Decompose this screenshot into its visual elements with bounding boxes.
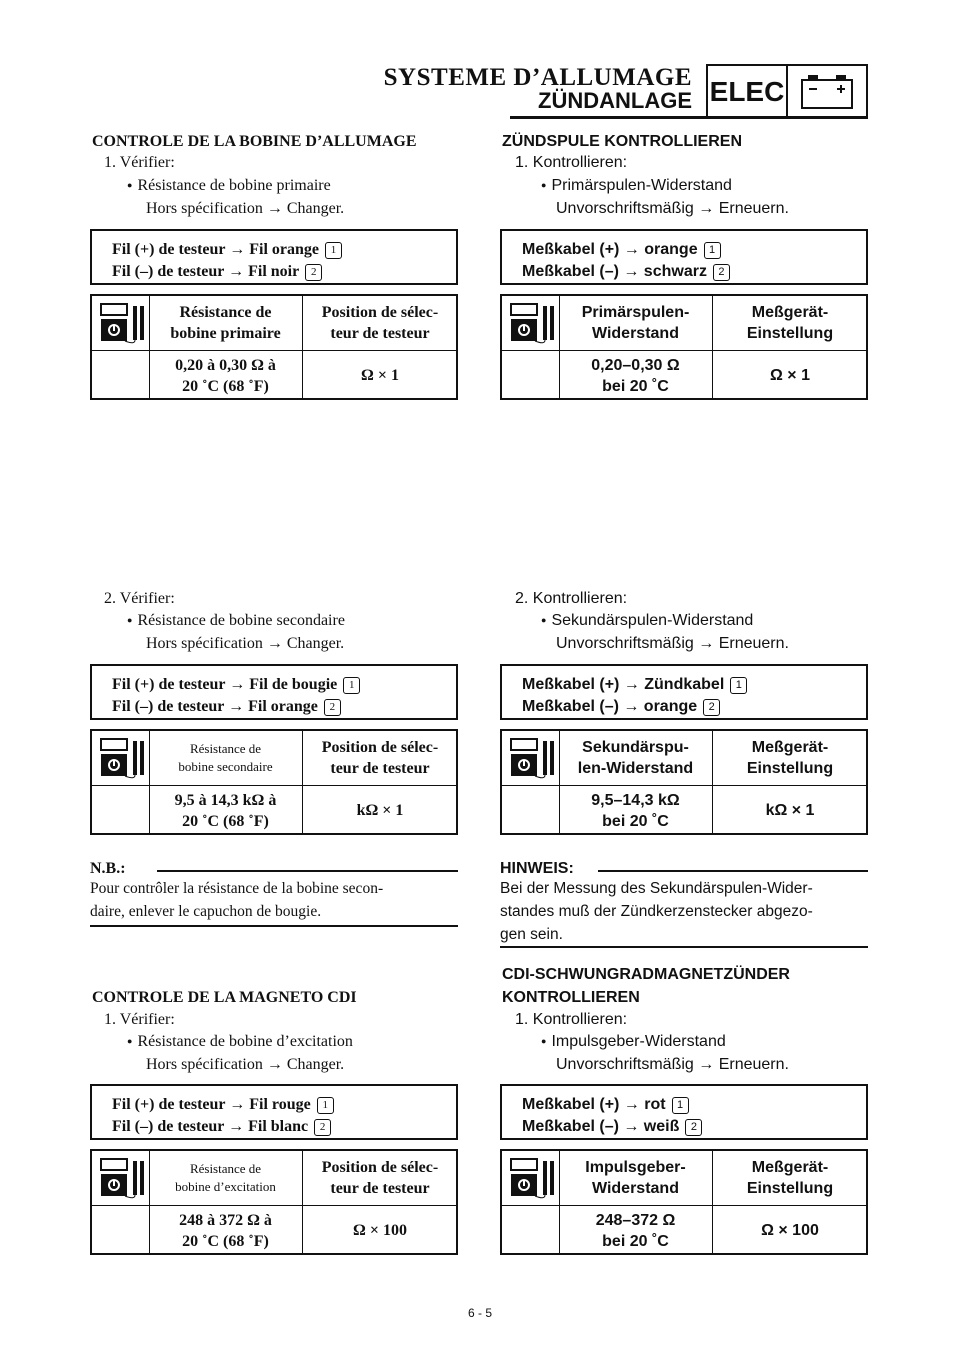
fr-s3-connection-box [90, 1084, 458, 1140]
fr-nb-rule-bottom [90, 925, 458, 927]
fr-nb-line2: daire, enlever le capuchon de bougie. [90, 903, 322, 920]
de-s1-heading: ZÜNDSPULE KONTROLLIEREN [502, 133, 742, 150]
fr-s2-spec-table [90, 729, 458, 835]
de-s3-step: 1. Kontrollieren: [515, 1011, 628, 1028]
fr-s3-val2: Ω × 100 [353, 1222, 407, 1239]
fr-nb-line1: Pour contrôler la résistance de la bobine secon- [90, 880, 384, 897]
fr-s2-connection-box [90, 664, 458, 720]
de-s3-note: Unvorschriftsmäßig → Erneuern. [556, 1056, 789, 1073]
de-s2-spec-table [500, 729, 868, 835]
de-s3-heading-line1: CDI-SCHWUNGRADMAGNETZÜNDER [502, 966, 790, 983]
fr-s2-val2: kΩ × 1 [356, 802, 404, 819]
fr-s1-spec-table [90, 294, 458, 400]
circled-2-icon: 2 [314, 1119, 331, 1136]
fr-s2-col1: Résistance de bobine secondaire [178, 741, 273, 774]
de-s2-step: 2. Kontrollieren: [515, 590, 628, 607]
de-s3-val1: 248–372 Ω bei 20 ˚C [595, 1211, 676, 1250]
fr-s3-bullet: ● Résistance de bobine d’excitation [127, 1031, 353, 1054]
fr-s2-val1: 9,5 à 14,3 kΩ à 20 ˚C (68 ˚F) [174, 791, 277, 830]
de-s2-val2: kΩ × 1 [765, 802, 815, 819]
circled-1-icon: 1 [325, 242, 342, 259]
fr-s1-val2: Ω × 1 [361, 367, 399, 384]
multimeter-icon [502, 296, 559, 350]
de-s3-val2: Ω × 100 [761, 1222, 819, 1239]
de-s1-spec-table [500, 294, 868, 400]
fr-s3-conn2: Fil (–) de testeur → Fil blanc [112, 1118, 309, 1135]
fr-s1-conn2: Fil (–) de testeur → Fil noir [112, 263, 300, 280]
fr-s1-connection-box [90, 229, 458, 285]
de-s1-connection-box [500, 229, 868, 285]
de-s2-col2: Meßgerät- Einstellung [746, 739, 834, 777]
page-number: 6 - 5 [467, 1306, 492, 1320]
elec-badge: ELEC [706, 64, 788, 119]
fr-s1-note: Hors spécification → Changer. [146, 200, 345, 217]
fr-s1-conn1: Fil (+) de testeur → Fil orange [112, 241, 319, 258]
circled-2-icon: 2 [685, 1119, 702, 1136]
de-s3-conn2: Meßkabel (–) → weiß [522, 1118, 680, 1135]
de-nb-label: HINWEIS: [500, 860, 574, 877]
fr-s3-conn1: Fil (+) de testeur → Fil rouge [112, 1096, 311, 1113]
circled-1-icon: 1 [343, 677, 360, 694]
de-nb-line1: Bei der Messung des Sekundärspulen-Wider- [500, 880, 813, 897]
de-s3-spec-table [500, 1149, 868, 1255]
header-title-de: ZÜNDANLAGE [538, 88, 692, 113]
de-s2-bullet: ● Sekundärspulen-Widerstand [541, 610, 753, 633]
fr-s3-col2: Position de sélec- teur de testeur [321, 1159, 439, 1197]
battery-icon [788, 64, 868, 119]
de-s1-val2: Ω × 1 [770, 367, 810, 384]
de-s1-bullet: ● Primärspulen-Widerstand [541, 175, 732, 198]
fr-s2-step: 2. Vérifier: [104, 590, 175, 607]
circled-2-icon: 2 [713, 264, 730, 281]
circled-1-icon: 1 [672, 1097, 689, 1114]
de-s3-heading-line2: KONTROLLIEREN [502, 989, 640, 1006]
de-nb-rule-top [598, 870, 868, 872]
fr-s1-heading: CONTROLE DE LA BOBINE D’ALLUMAGE [92, 133, 417, 150]
fr-s2-col2: Position de sélec- teur de testeur [321, 739, 439, 777]
header-title-fr: SYSTEME D’ALLUMAGE [383, 64, 692, 91]
multimeter-icon [502, 731, 559, 785]
de-s1-note: Unvorschriftsmäßig → Erneuern. [556, 200, 789, 217]
circled-1-icon: 1 [730, 677, 747, 694]
circled-2-icon: 2 [324, 699, 341, 716]
fr-s3-heading: CONTROLE DE LA MAGNETO CDI [92, 989, 357, 1006]
de-s1-conn1: Meßkabel (+) → orange [522, 241, 698, 258]
fr-nb-label: N.B.: [90, 860, 126, 877]
fr-s2-note: Hors spécification → Changer. [146, 635, 345, 652]
circled-1-icon: 1 [704, 242, 721, 259]
de-s2-conn1: Meßkabel (+) → Zündkabel [522, 676, 725, 693]
de-s1-conn2: Meßkabel (–) → schwarz [522, 263, 707, 280]
de-s1-val1: 0,20–0,30 Ω bei 20 ˚C [591, 356, 680, 395]
de-s3-conn1: Meßkabel (+) → rot [522, 1096, 666, 1113]
fr-s1-step: 1. Vérifier: [104, 154, 175, 171]
circled-1-icon: 1 [317, 1097, 334, 1114]
multimeter-icon [502, 1151, 559, 1205]
fr-s2-conn1: Fil (+) de testeur → Fil de bougie [112, 676, 338, 693]
fr-s1-bullet: ● Résistance de bobine primaire [127, 175, 331, 198]
fr-s2-conn2: Fil (–) de testeur → Fil orange [112, 698, 318, 715]
de-nb-rule-bottom [500, 946, 868, 948]
de-s2-connection-box [500, 664, 868, 720]
de-s1-col2: Meßgerät- Einstellung [746, 304, 834, 342]
de-s2-note: Unvorschriftsmäßig → Erneuern. [556, 635, 789, 652]
fr-nb-rule-top [157, 870, 458, 872]
fr-s1-val1: 0,20 à 0,30 Ω à 20 ˚C (68 ˚F) [175, 356, 276, 395]
de-nb-line3: gen sein. [500, 926, 563, 943]
fr-s3-note: Hors spécification → Changer. [146, 1056, 345, 1073]
de-s2-conn2: Meßkabel (–) → orange [522, 698, 698, 715]
multimeter-icon [92, 1151, 149, 1205]
de-s3-connection-box [500, 1084, 868, 1140]
fr-s3-val1: 248 à 372 Ω à 20 ˚C (68 ˚F) [179, 1211, 272, 1250]
de-nb-line2: standes muß der Zündkerzenstecker abgezo- [500, 903, 813, 920]
fr-s3-step: 1. Vérifier: [104, 1011, 175, 1028]
fr-s3-spec-table [90, 1149, 458, 1255]
circled-2-icon: 2 [703, 699, 720, 716]
de-s1-step: 1. Kontrollieren: [515, 154, 628, 171]
multimeter-icon [92, 731, 149, 785]
multimeter-icon [92, 296, 149, 350]
fr-s2-bullet: ● Résistance de bobine secondaire [127, 610, 345, 633]
de-s3-bullet: ● Impulsgeber-Widerstand [541, 1031, 726, 1054]
fr-s3-col1: Résistance de bobine d’excitation [175, 1161, 276, 1194]
de-s1-col1: Primärspulen- Widerstand [581, 304, 690, 342]
circled-2-icon: 2 [305, 264, 322, 281]
fr-s1-col2: Position de sélec- teur de testeur [321, 304, 439, 342]
fr-s1-col1: Résistance de bobine primaire [170, 304, 281, 342]
de-s3-col2: Meßgerät- Einstellung [746, 1159, 834, 1197]
de-s2-col1: Sekundärspu- len-Widerstand [577, 739, 694, 777]
de-s3-col1: Impulsgeber- Widerstand [585, 1159, 686, 1197]
de-s2-val1: 9,5–14,3 kΩ bei 20 ˚C [591, 791, 680, 830]
